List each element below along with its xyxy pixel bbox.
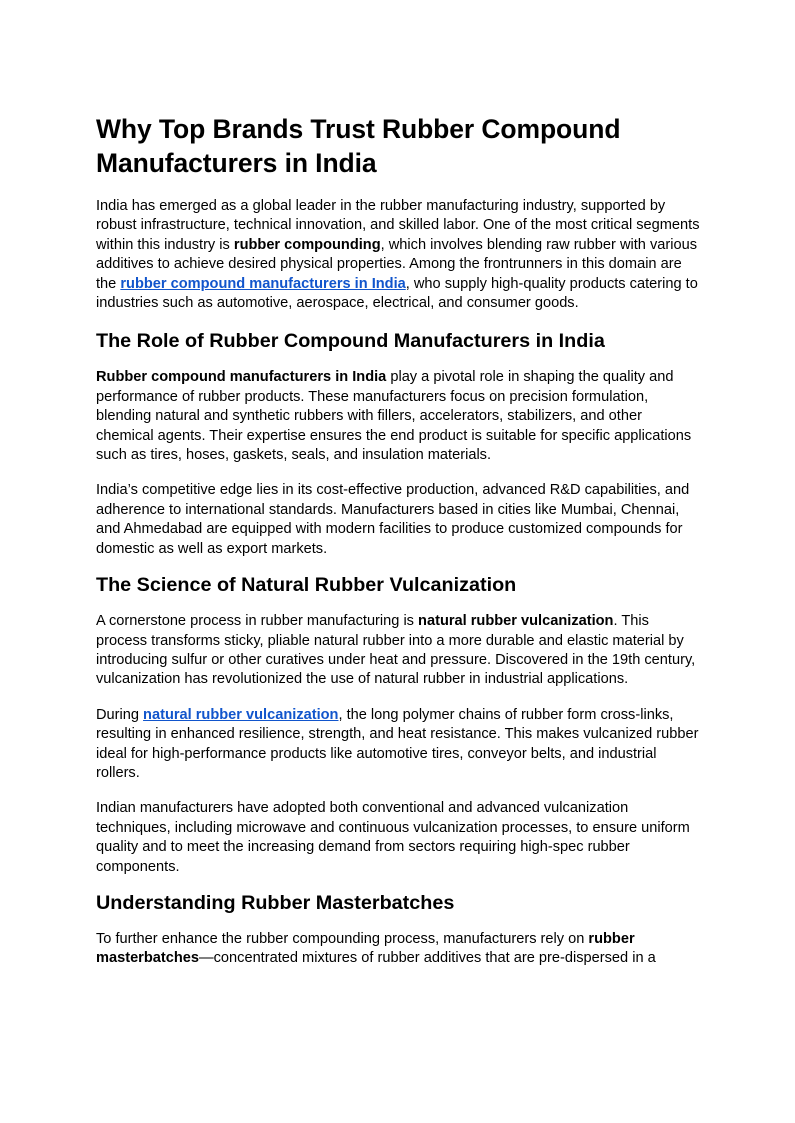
rubber-compound-manufacturers-link[interactable]: rubber compound manufacturers in India (120, 275, 406, 292)
vulc2-text-1: During (96, 706, 144, 723)
mb-text-2: —concentrated mixtures of rubber additives that are pre-dispersed in a (199, 950, 656, 967)
section-heading-vulcanization: The Science of Natural Rubber Vulcanization (96, 574, 517, 597)
role-text-1: play a pivotal role in shaping the quality and performance of rubber products. These manufacturers focus on precision formulation, blending natural and synthetic rubbers with fillers, accelerators, stabilizers, and other chemical agents. Their expertise ensures the end product is suitable for specific applications such as tires, hoses, gaskets, seals, and insulation materials. (96, 369, 692, 464)
page-title: Why Top Brands Trust Rubber Compound Manufacturers in India (96, 114, 621, 178)
vulc-text-2: . This process transforms sticky, pliable natural rubber into a more durable and elastic material by introducing sulfur or other curatives under heat and pressure. Discovered in the 19th century, vulcanization has revolutionized the use of natural rubber in industrial applications. (96, 613, 696, 688)
intro-text-2: , which involves blending raw rubber with various additives to achieve desired physical properties. Among the frontrunners in this domain are the (96, 236, 697, 292)
mb-text-1: To further enhance the rubber compounding process, manufacturers rely on (96, 930, 589, 947)
vulc-bold-natural-rubber-vulcanization: natural rubber vulcanization (418, 613, 614, 630)
section-heading-masterbatches: Understanding Rubber Masterbatches (96, 891, 455, 914)
mb-bold-rubber-masterbatches: rubber masterbatches (96, 930, 635, 967)
vulcanization-paragraph-3: Indian manufacturers have adopted both conventional and advanced vulcanization techniques, including microwave and continuous vulcanization processes, to ensure uniform quality and to meet the increasing demand from sectors requiring high-spec rubber components. (96, 800, 690, 875)
vulcanization-paragraph-2 (96, 706, 700, 784)
masterbatches-paragraph-1 (96, 930, 700, 969)
document-page (96, 112, 700, 985)
vulcanization-paragraph-1 (96, 612, 700, 690)
role-paragraph-2: India’s competitive edge lies in its cost-effective production, advanced R&D capabilities, and adherence to international standards. Manufacturers based in cities like Mumbai, Chennai, and Ahmedabad are equipped with modern facilities to produce customized compounds for domestic as well as export markets. (96, 482, 690, 557)
role-bold-manufacturers: Rubber compound manufacturers in India (96, 369, 387, 386)
vulc2-text-2: , the long polymer chains of rubber form cross-links, resulting in enhanced resilience, strength, and heat resistance. This makes vulcanized rubber ideal for high-performance products like automotive tires, conveyor belts, and industrial rollers. (96, 706, 699, 781)
section-heading-role: The Role of Rubber Compound Manufacturers in India (96, 330, 605, 353)
vulc-text-1: A cornerstone process in rubber manufacturing is (96, 613, 419, 630)
intro-paragraph (96, 197, 700, 313)
intro-text-3: , who supply high-quality products catering to industries such as automotive, aerospace, electrical, and consumer goods. (96, 275, 698, 312)
natural-rubber-vulcanization-link[interactable]: natural rubber vulcanization (143, 706, 339, 723)
intro-bold-rubber-compounding: rubber compounding (233, 236, 381, 253)
intro-text-1: India has emerged as a global leader in the rubber manufacturing industry, supported by robust infrastructure, technical innovation, and skilled labor. One of the most critical segments within this industry is (96, 198, 700, 253)
role-paragraph-1 (96, 368, 700, 465)
